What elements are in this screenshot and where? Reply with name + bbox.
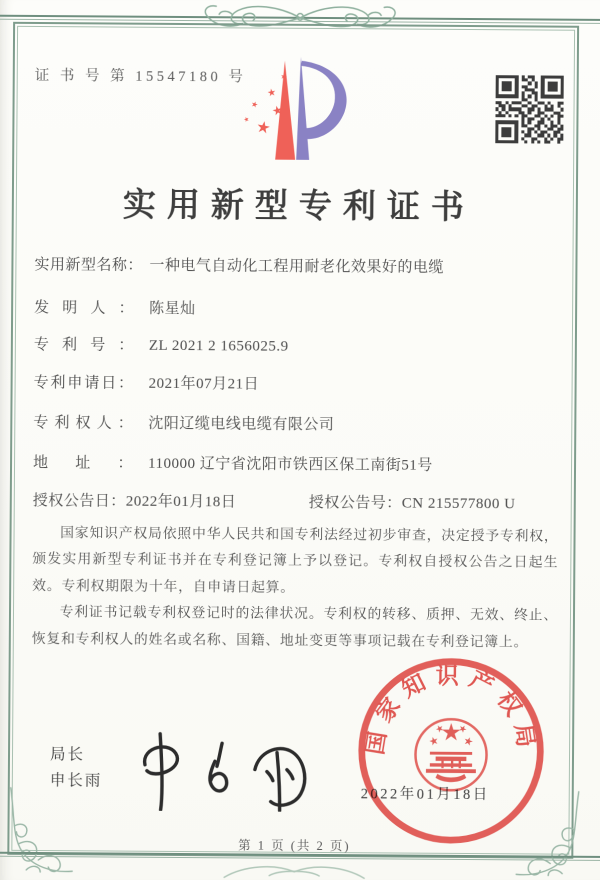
field-row (33, 451, 433, 475)
field-label: 专利号： (33, 336, 134, 354)
field-label: 专利申请日： (33, 374, 134, 392)
grant-date: 2022年01月18日 (125, 493, 237, 511)
field-label: 实用新型名称： (34, 256, 143, 274)
field-label: 专利权人： (33, 414, 134, 432)
svg-text:国家知识产权局 (361, 662, 541, 758)
grant-no-label: 授权公告号： (308, 494, 402, 512)
director-signature-icon (127, 723, 318, 812)
field-value: 2021年07月21日 (148, 375, 260, 393)
cnipa-logo-icon (237, 53, 366, 166)
field-value: 沈阳辽缆电线电缆有限公司 (148, 415, 335, 434)
field-value: 110000 辽宁省沈阳市铁西区保工南街51号 (147, 455, 433, 474)
certificate-title: 实用新型专利证书 (122, 187, 475, 227)
field-label: 发明人： (34, 299, 135, 317)
field-row (34, 333, 289, 356)
field-value: ZL 2021 2 1656025.9 (148, 337, 289, 355)
signer-block (50, 742, 103, 795)
signer-title: 局长 (49, 746, 86, 764)
official-seal-stamp (354, 654, 547, 847)
certificate-number: 证 书 号 第 15547180 号 (34, 67, 247, 86)
page-number: 第 1 页 (共 2 页) (238, 838, 351, 854)
legal-text (32, 520, 559, 656)
qr-code (495, 75, 563, 143)
bottom-ornament-icon (214, 863, 374, 880)
field-label: 地址： (32, 454, 134, 472)
field-row (34, 253, 444, 277)
paragraph: 国家知识产权局依照中华人民共和国专利法经过初步审查，决定授予专利权，颁发实用新型专利证书并在专利登记簿上予以登记。专利权自授权公告之日起生效。专利权期限为十年，自申请日起算。 (32, 525, 559, 595)
grant-row (33, 489, 516, 513)
grant-no: CN 215577800 U (401, 495, 516, 513)
field-value: 一种电气自动化工程用耐老化效果好的电缆 (149, 257, 444, 276)
field-value: 陈星灿 (149, 300, 196, 318)
corner-flourish-left-icon (2, 786, 87, 879)
grant-date-label: 授权公告日： (32, 492, 126, 510)
seal-date: 2022年01月18日 (360, 786, 490, 804)
seal-ring-text: 国家知识产权局 (361, 662, 541, 758)
signer-name: 申长雨 (49, 772, 103, 790)
paragraph: 专利证书记载专利权登记时的法律状况。专利权的转移、质押、无效、终止、恢复和专利权人的姓名或名称、国籍、地址变更等事项记载在专利登记簿上。 (31, 604, 559, 650)
field-row (33, 411, 334, 434)
field-row (34, 296, 196, 318)
field-row (34, 371, 260, 394)
